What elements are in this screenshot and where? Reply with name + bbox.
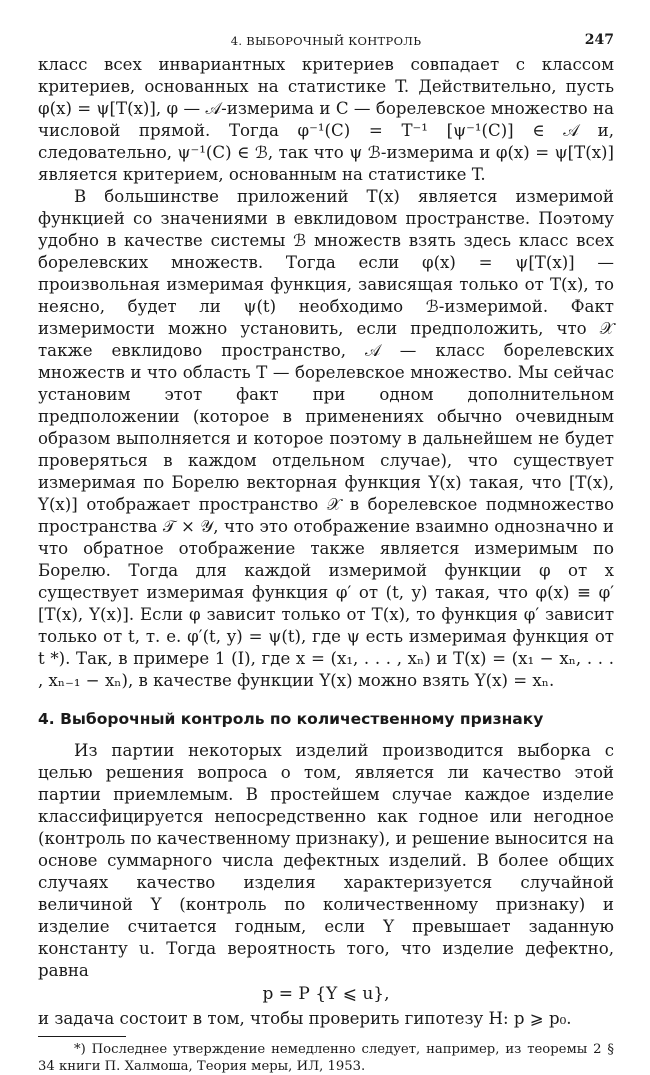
running-head-title: 4. ВЫБОРОЧНЫЙ КОНТРОЛЬ [230, 34, 422, 48]
section-heading: 4. Выборочный контроль по количественному признаку [38, 710, 544, 728]
paragraph-sampling: Из партии некоторых изделий производится выборка с целью решения вопроса о том, является ли качество этой партии приемлемым. В простейшем случае каждое изделие классифицируется непосредственно как годное или негодное (контроль по качественному признаку), и решение выносится на основе суммарного числа дефектных изделий. В более общих случаях качество изделия характеризуется случайной величиной Y (контроль по количественному признаку) и изделие считается годным, если Y превышает заданную константу u. Тогда вероятность того, что изделие дефектно, равна [38, 741, 614, 980]
book-page [38, 28, 614, 1075]
footnote-rule [38, 1036, 126, 1037]
page-number: 247 [584, 32, 614, 48]
running-head [38, 28, 614, 54]
paragraph-hypothesis: и задача состоит в том, чтобы проверить гипотезу H: p ⩾ p₀. [38, 1009, 572, 1028]
paragraph-continuation: класс всех инвариантных критериев совпадает с классом критериев, основанных на статистике T. Действительно, пусть φ(x) = ψ[T(x)], φ — 𝒜-измерима и C — борелевское множество на числовой прямой. Тогда φ⁻¹(C) = T⁻¹ [ψ⁻¹(C)] ∈ 𝒜 и, следовательно, ψ⁻¹(C) ∈ ℬ, так что ψ ℬ-измерима и φ(x) = ψ[T(x)] является критерием, основанным на статистике T. [38, 55, 614, 184]
footnote [38, 1041, 614, 1075]
paragraph-measurability: В большинстве приложений T(x) является измеримой функцией со значениями в евклидовом пространстве. Поэтому удобно в качестве системы ℬ множеств взять здесь класс всех борелевских множеств. Тогда если φ(x) = ψ[T(x)] — произвольная измеримая функция, зависящая только от T(x), то неясно, будет ли ψ(t) необходимо ℬ-измеримой. Факт измеримости можно установить, если предположить, что 𝒳 также евклидово пространство, 𝒜 — класс борелевских множеств и что область T — борелевское множество. Мы сейчас установим этот факт при одном дополнительном предположении (которое в применениях обычно очевидным образом выполняется и которое поэтому в дальнейшем не будет проверяться в каждом отдельном случае), что существует измеримая по Борелю векторная функция Y(x) такая, что [T(x), Y(x)] отображает пространство 𝒳 в борелевское подмножество пространства 𝒯 × 𝒴, что это отображение взаимно однозначно и что обратное отображение также является измеримым по Борелю. Тогда для каждой измеримой функции φ от x существует измеримая функция φ′ от (t, y) такая, что φ(x) ≡ φ′[T(x), Y(x)]. Если φ зависит только от T(x), то функция φ′ зависит только от t, т. е. φ′(t, y) = ψ(t), где ψ есть измеримая функция от t *). Так, в примере 1 (I), где x = (x₁, . . . , xₙ) и T(x) = (x₁ − xₙ, . . . , xₙ₋₁ − xₙ), в качестве функции Y(x) можно взять Y(x) = xₙ. [38, 187, 614, 690]
main-text [38, 54, 614, 1030]
footnote-text: *) Последнее утверждение немедленно следует, например, из теоремы 2 § 34 книги П. Халмоша, Теория меры, ИЛ, 1953. [38, 1042, 614, 1074]
display-formula: p = P {Y ⩽ u}, [262, 984, 390, 1004]
